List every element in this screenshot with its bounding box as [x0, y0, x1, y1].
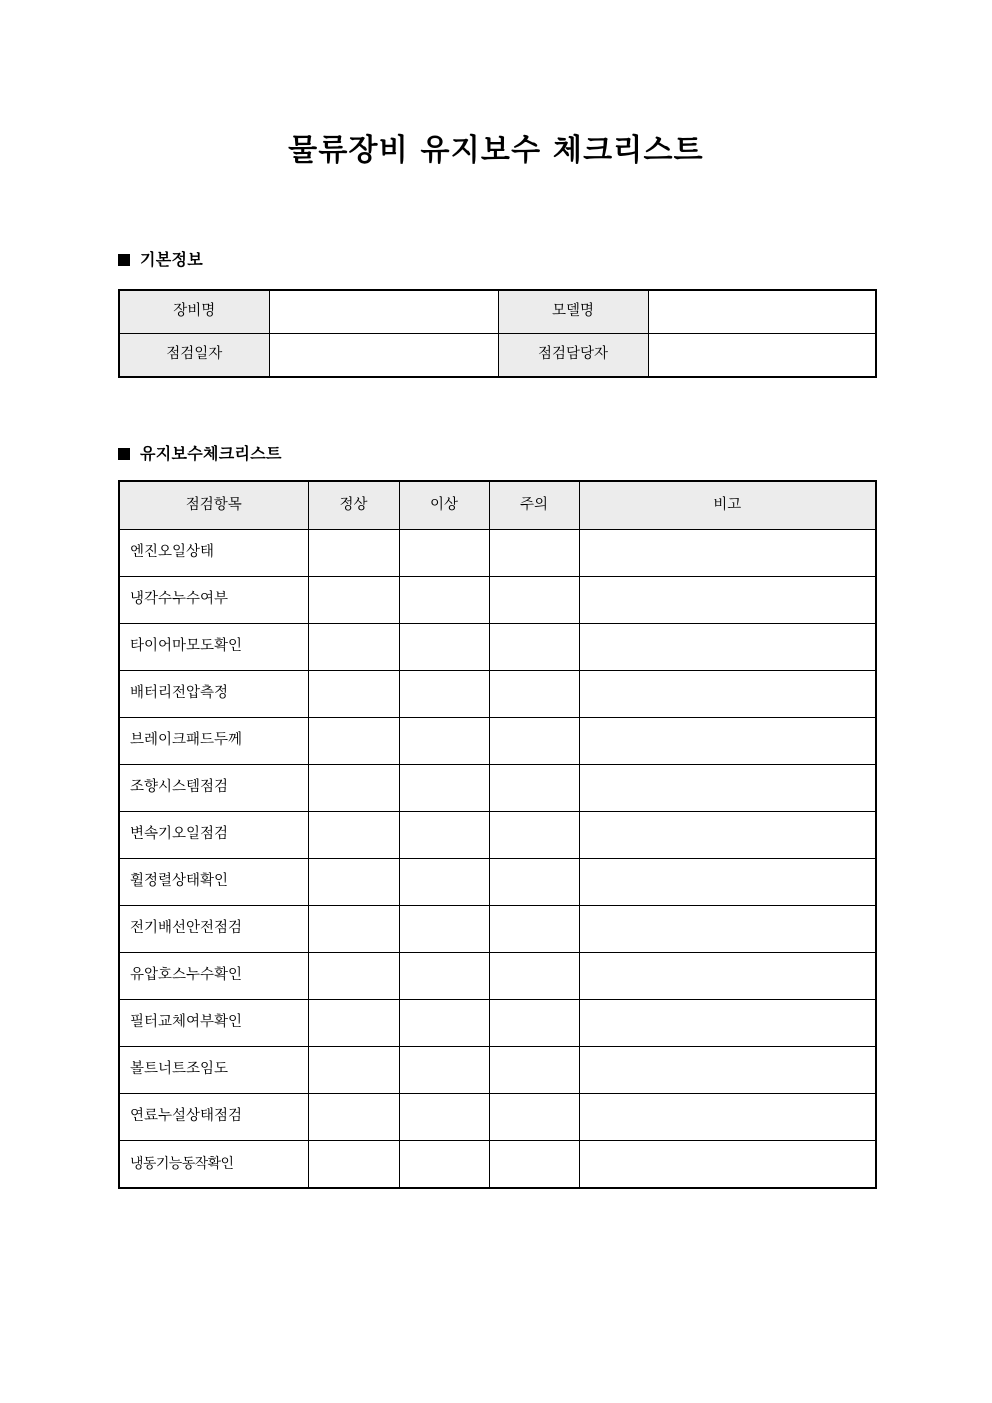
checkbox-cell-abnormal[interactable]: [399, 671, 489, 718]
checkbox-cell-normal[interactable]: [308, 1047, 399, 1094]
basic-info-table: [118, 289, 877, 378]
checkbox-cell-normal[interactable]: [308, 577, 399, 624]
table-row: [119, 1094, 876, 1141]
checkbox-cell-abnormal[interactable]: [399, 718, 489, 765]
table-row: [119, 530, 876, 577]
checkbox-cell-caution[interactable]: [489, 859, 579, 906]
checkbox-cell-caution[interactable]: [489, 1047, 579, 1094]
checklist-item-label: 연료누설상태점검: [119, 1094, 308, 1141]
info-value-inspector[interactable]: [648, 334, 876, 378]
table-row: [119, 334, 876, 378]
table-row: [119, 953, 876, 1000]
checkbox-cell-abnormal[interactable]: [399, 953, 489, 1000]
checkbox-cell-caution[interactable]: [489, 1141, 579, 1189]
remarks-cell[interactable]: [579, 1141, 876, 1189]
info-label-inspector: 점검담당자: [498, 334, 648, 378]
remarks-cell[interactable]: [579, 812, 876, 859]
checkbox-cell-normal[interactable]: [308, 1000, 399, 1047]
checkbox-cell-caution[interactable]: [489, 765, 579, 812]
page-title: 물류장비 유지보수 체크리스트: [288, 133, 704, 168]
table-row: [119, 718, 876, 765]
checklist-item-label: 브레이크패드두께: [119, 718, 308, 765]
remarks-cell[interactable]: [579, 1094, 876, 1141]
checklist-item-label: 배터리전압측정: [119, 671, 308, 718]
remarks-cell[interactable]: [579, 718, 876, 765]
remarks-cell[interactable]: [579, 530, 876, 577]
remarks-cell[interactable]: [579, 859, 876, 906]
table-row: [119, 1000, 876, 1047]
info-value-equipment-name[interactable]: [269, 290, 498, 334]
checklist-item-label: 전기배선안전점검: [119, 906, 308, 953]
checklist-item-label: 냉동기능동작확인: [119, 1141, 308, 1189]
table-row: [119, 812, 876, 859]
checkbox-cell-caution[interactable]: [489, 530, 579, 577]
table-header-row: [119, 481, 876, 530]
checkbox-cell-normal[interactable]: [308, 859, 399, 906]
info-value-inspection-date[interactable]: [269, 334, 498, 378]
checkbox-cell-abnormal[interactable]: [399, 906, 489, 953]
checkbox-cell-abnormal[interactable]: [399, 765, 489, 812]
checkbox-cell-normal[interactable]: [308, 765, 399, 812]
checkbox-cell-abnormal[interactable]: [399, 1047, 489, 1094]
section-heading-basic-info-label: 기본정보: [140, 250, 204, 269]
checkbox-cell-caution[interactable]: [489, 906, 579, 953]
checklist-item-label: 엔진오일상태: [119, 530, 308, 577]
checkbox-cell-abnormal[interactable]: [399, 1000, 489, 1047]
table-row: [119, 1047, 876, 1094]
checkbox-cell-normal[interactable]: [308, 953, 399, 1000]
square-bullet-icon: [118, 254, 130, 266]
section-heading-basic-info: [118, 252, 203, 268]
checkbox-cell-normal[interactable]: [308, 718, 399, 765]
checkbox-cell-caution[interactable]: [489, 953, 579, 1000]
remarks-cell[interactable]: [579, 1047, 876, 1094]
column-header-caution: 주의: [489, 481, 579, 530]
table-row: [119, 671, 876, 718]
checkbox-cell-abnormal[interactable]: [399, 624, 489, 671]
table-row: [119, 859, 876, 906]
checkbox-cell-normal[interactable]: [308, 530, 399, 577]
column-header-inspection-item: 점검항목: [119, 481, 308, 530]
checkbox-cell-caution[interactable]: [489, 577, 579, 624]
checkbox-cell-caution[interactable]: [489, 624, 579, 671]
checkbox-cell-normal[interactable]: [308, 906, 399, 953]
table-row: [119, 906, 876, 953]
remarks-cell[interactable]: [579, 671, 876, 718]
square-bullet-icon: [118, 448, 130, 460]
info-label-model-name: 모델명: [498, 290, 648, 334]
checkbox-cell-normal[interactable]: [308, 1141, 399, 1189]
table-row: [119, 624, 876, 671]
maintenance-checklist-table: [118, 480, 877, 1189]
checkbox-cell-abnormal[interactable]: [399, 859, 489, 906]
checklist-item-label: 필터교체여부확인: [119, 1000, 308, 1047]
checklist-item-label: 변속기오일점검: [119, 812, 308, 859]
checklist-item-label: 휠정렬상태확인: [119, 859, 308, 906]
table-row: [119, 290, 876, 334]
column-header-normal: 정상: [308, 481, 399, 530]
checkbox-cell-normal[interactable]: [308, 624, 399, 671]
checkbox-cell-caution[interactable]: [489, 718, 579, 765]
checkbox-cell-caution[interactable]: [489, 671, 579, 718]
checkbox-cell-abnormal[interactable]: [399, 1094, 489, 1141]
checkbox-cell-normal[interactable]: [308, 671, 399, 718]
remarks-cell[interactable]: [579, 906, 876, 953]
checklist-item-label: 냉각수누수여부: [119, 577, 308, 624]
remarks-cell[interactable]: [579, 624, 876, 671]
checkbox-cell-abnormal[interactable]: [399, 577, 489, 624]
table-row: [119, 765, 876, 812]
info-value-model-name[interactable]: [648, 290, 876, 334]
checklist-item-label: 타이어마모도확인: [119, 624, 308, 671]
checkbox-cell-abnormal[interactable]: [399, 812, 489, 859]
checkbox-cell-abnormal[interactable]: [399, 530, 489, 577]
remarks-cell[interactable]: [579, 1000, 876, 1047]
info-label-inspection-date: 점검일자: [119, 334, 269, 378]
checklist-item-label: 볼트너트조임도: [119, 1047, 308, 1094]
checkbox-cell-normal[interactable]: [308, 1094, 399, 1141]
checkbox-cell-caution[interactable]: [489, 1000, 579, 1047]
checkbox-cell-normal[interactable]: [308, 812, 399, 859]
checkbox-cell-caution[interactable]: [489, 812, 579, 859]
checklist-item-label: 유압호스누수확인: [119, 953, 308, 1000]
section-heading-maintenance-checklist-label: 유지보수체크리스트: [140, 444, 282, 463]
table-row: [119, 577, 876, 624]
table-row: [119, 1141, 876, 1189]
remarks-cell[interactable]: [579, 577, 876, 624]
checkbox-cell-abnormal[interactable]: [399, 1141, 489, 1189]
section-heading-maintenance-checklist: [118, 446, 282, 462]
column-header-remarks: 비고: [579, 481, 876, 530]
remarks-cell[interactable]: [579, 765, 876, 812]
checklist-item-label: 조향시스템점검: [119, 765, 308, 812]
column-header-abnormal: 이상: [399, 481, 489, 530]
remarks-cell[interactable]: [579, 953, 876, 1000]
info-label-equipment-name: 장비명: [119, 290, 269, 334]
checkbox-cell-caution[interactable]: [489, 1094, 579, 1141]
